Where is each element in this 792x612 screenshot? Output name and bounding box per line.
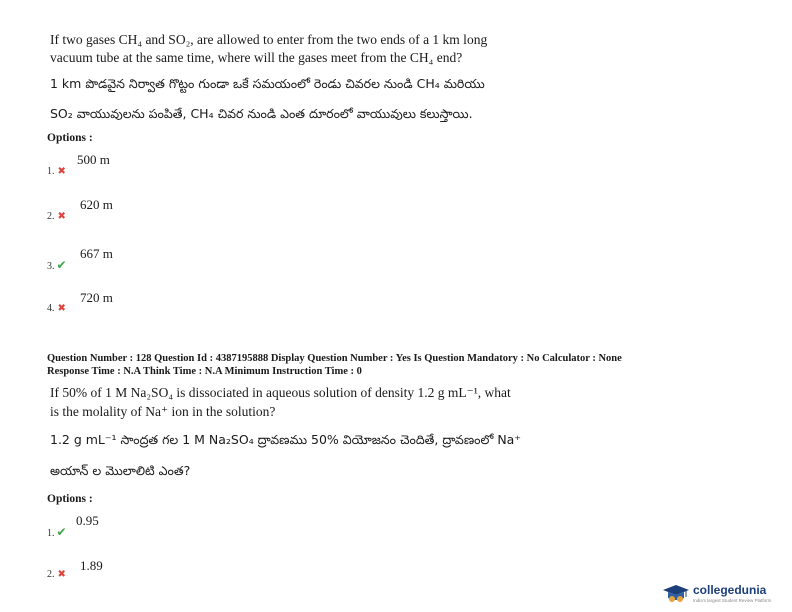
option-value: 1.89 [80,558,103,573]
correct-icon: ✔ [56,258,67,272]
q1-options-label: Options : [47,132,93,144]
graduation-cap-icon [662,583,690,605]
wrong-icon: ✖ [57,166,66,177]
q1-te-line2: SO₂ వాయువులను పంపితే, CH₄ చివర నుండి ఎంత దూరంలో వాయువులు కలుస్తాయి. [50,106,473,121]
option-value: 720 m [80,290,113,305]
q2-meta-line2: Response Time : N.A Think Time : N.A Minimum Instruction Time : 0 [47,366,362,377]
q1-en-line1: If two gases CH₄ and SO₂, are allowed to enter from the two ends of a 1 km long [50,32,488,47]
option-value: 620 m [80,197,113,212]
option-value: 667 m [80,246,113,261]
option-value: 500 m [77,152,110,167]
q1-en-line2: vacuum tube at the same time, where will the gases meet from the CH₄ end? [50,50,463,65]
q2-te-line1: 1.2 g mL⁻¹ సాంద్రత గల 1 M Na₂SO₄ ద్రావణము 50% వియోజనం చెందితే, ద్రావణంలో Na⁺ [50,432,521,447]
wrong-icon: ✖ [57,211,66,222]
q2-te-line2: అయాన్ ల మొలాలిటి ఎంత? [50,463,191,478]
option-number: 2. [47,211,55,222]
logo-name: collegedunia [693,583,767,597]
option-number: 2. [47,569,55,580]
option-number: 1. [47,528,55,539]
option-number: 4. [47,303,55,314]
correct-icon: ✔ [56,525,67,539]
q2-meta-line1: Question Number : 128 Question Id : 4387195888 Display Question Number : Yes Is Question Mandatory : No Calculator : None [47,353,622,364]
logo-tagline: India's largest Student Review Platform [693,598,772,603]
option-number: 1. [47,166,55,177]
wrong-icon: ✖ [57,569,66,580]
collegedunia-logo[interactable] [660,581,790,609]
q2-options-label: Options : [47,493,93,505]
option-number: 3. [47,261,55,272]
q2-en-line1: If 50% of 1 M Na₂SO₄ is dissociated in aqueous solution of density 1.2 g mL⁻¹, what [50,385,511,400]
wrong-icon: ✖ [57,303,66,314]
option-value: 0.95 [76,513,99,528]
q1-te-line1: 1 km పొడవైన నిర్వాత గొట్టం గుండా ఒకే సమయంలో రెండు చివరల నుండి CH₄ మరియు [50,76,485,91]
q2-en-line2: is the molality of Na⁺ ion in the solution? [50,404,276,419]
